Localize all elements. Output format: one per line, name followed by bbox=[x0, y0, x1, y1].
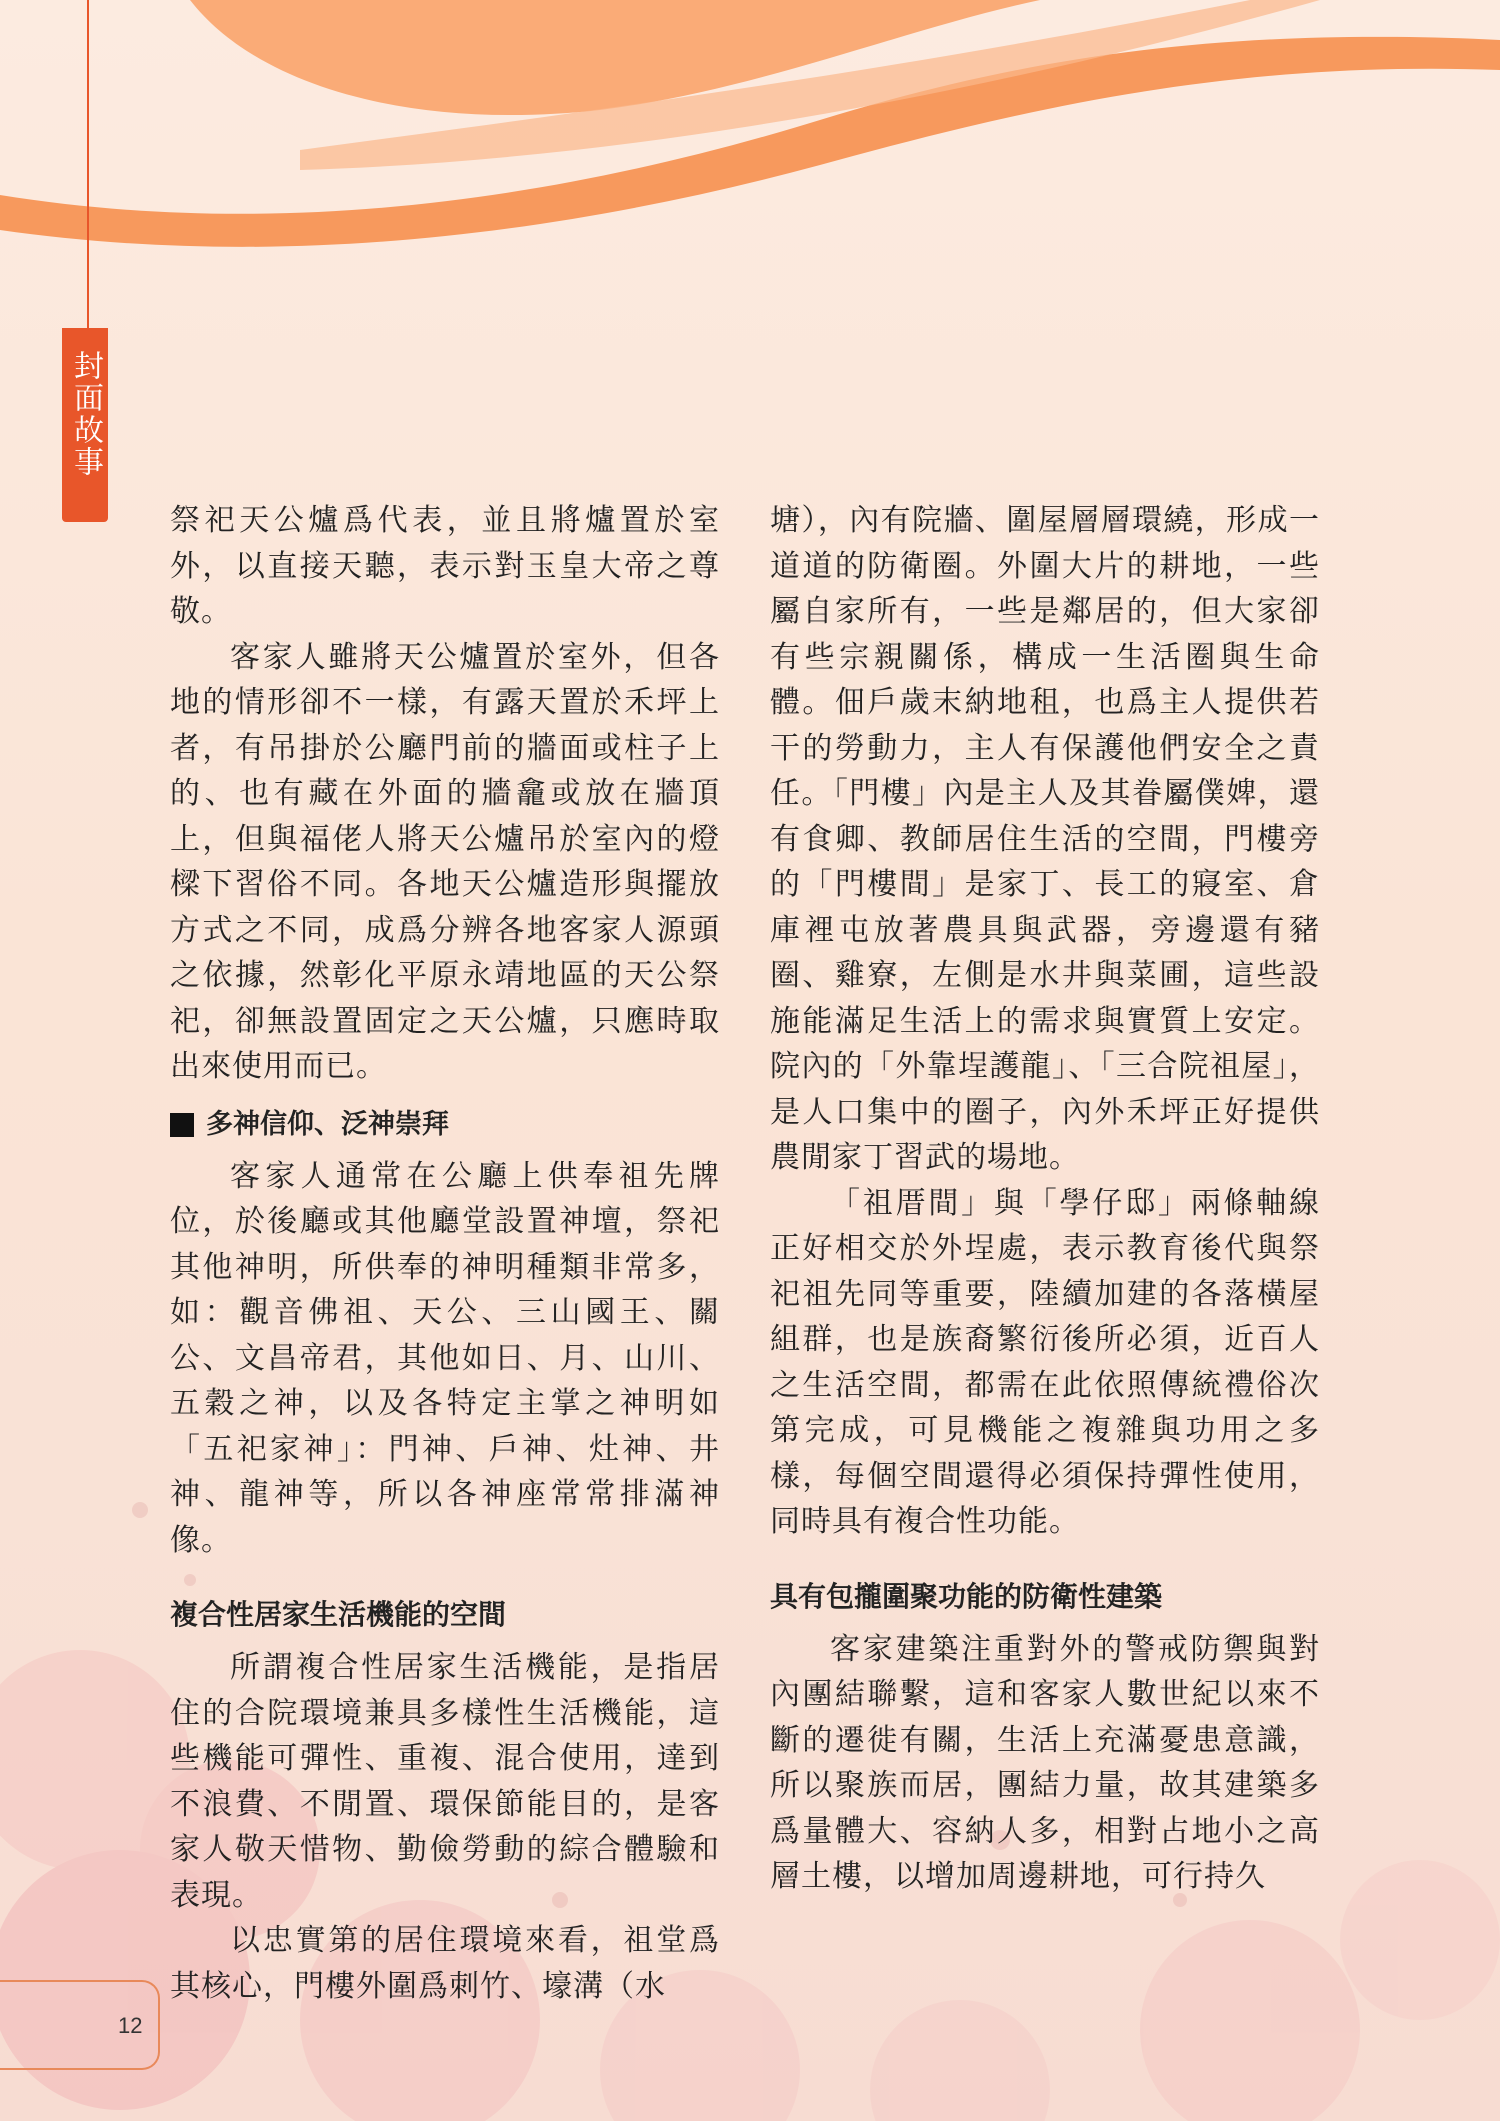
vertical-accent-line bbox=[87, 0, 89, 330]
page-number: 12 bbox=[118, 2013, 143, 2038]
subheading-polytheism bbox=[170, 1104, 720, 1146]
decorative-top-waves bbox=[0, 0, 1500, 300]
right-paragraph-2: 「祖厝間」與「學仔邸」兩條軸線正好相交於外埕處，表示教育後代與祭祀祖先同等重要，陸續加建的各落橫屋組群，也是族裔繁衍後所必須，近百人之生活空間，都需在此依照傳統禮俗次第完成，可見機能之複雜與功用之多樣，每個空間還得必須保持彈性使用，同時具有複合性功能。 bbox=[770, 1185, 1320, 1539]
square-bullet-icon bbox=[170, 1113, 194, 1137]
subheading-text: 多神信仰、泛神崇拜 bbox=[206, 1108, 449, 1140]
right-paragraph-1: 塘），內有院牆、圍屋層層環繞，形成一道道的防衛圈。外圍大片的耕地，一些屬自家所有，一些是鄰居的，但大家卻有些宗親關係，構成一生活圈與生命體。佃戶歲末納地租，也爲主人提供若干的勞動力，主人有保護他們安全之責任。「門樓」內是主人及其眷屬僕婢，還有食卿、教師居住生活的空間，門樓旁的「門樓間」是家丁、長工的寢室、倉庫裡屯放著農具與武器，旁邊還有豬圈、雞寮，左側是水井與菜圃，這些設施能滿足生活上的需求與實質上安定。院內的「外靠埕護龍」、「三合院祖屋」，是人口集中的圈子，內外禾坪正好提供農閒家丁習武的場地。 bbox=[770, 503, 1320, 1175]
left-column bbox=[170, 498, 720, 2009]
section-tab bbox=[62, 328, 108, 522]
right-paragraph-3: 客家建築注重對外的警戒防禦與對內團結聯繫，這和客家人數世紀以來不斷的遷徙有關，生活上充滿憂患意識，所以聚族而居，團結力量，故其建築多爲量體大、容納人多，相對占地小之高層土樓，以增加周邊耕地，可行持久 bbox=[770, 1631, 1320, 1894]
heading-defensive-architecture: 具有包攏圍聚功能的防衛性建築 bbox=[770, 1579, 1163, 1613]
left-paragraph-2: 客家人雖將天公爐置於室外，但各地的情形卻不一樣，有露天置於禾坪上者，有吊掛於公廳門前的牆面或柱子上的、也有藏在外面的牆龕或放在牆頂上，但與福佬人將天公爐吊於室內的燈樑下習俗不同。各地天公爐造形與擺放方式之不同，成爲分辨各地客家人源頭之依據，然彰化平原永靖地區的天公祭祀，卻無設置固定之天公爐，只應時取出來使用而已。 bbox=[170, 639, 720, 1084]
left-paragraph-3: 客家人通常在公廳上供奉祖先牌位，於後廳或其他廳堂設置神壇，祭祀其他神明，所供奉的神明種類非常多，如：觀音佛祖、天公、三山國王、關公、文昌帝君，其他如日、月、山川、五穀之神，以及各特定主掌之神明如「五祀家神」：門神、戶神、灶神、井神、龍神等，所以各神座常常排滿神像。 bbox=[170, 1158, 720, 1558]
left-paragraph-4: 所謂複合性居家生活機能，是指居住的合院環境兼具多樣性生活機能，這些機能可彈性、重複、混合使用，達到不浪費、不閒置、環保節能目的，是客家人敬天惜物、勤儉勞動的綜合體驗和表現。 bbox=[170, 1650, 720, 1913]
heading-living-space: 複合性居家生活機能的空間 bbox=[170, 1598, 507, 1631]
section-tab-text: 封面故事 bbox=[68, 350, 103, 478]
left-paragraph-1: 祭祀天公爐爲代表，並且將爐置於室外，以直接天聽，表示對玉皇大帝之尊敬。 bbox=[170, 503, 720, 629]
right-column bbox=[770, 498, 1320, 1900]
left-paragraph-5: 以忠實第的居住環境來看，祖堂爲其核心，門樓外圍爲刺竹、壕溝（水 bbox=[170, 1923, 720, 2004]
